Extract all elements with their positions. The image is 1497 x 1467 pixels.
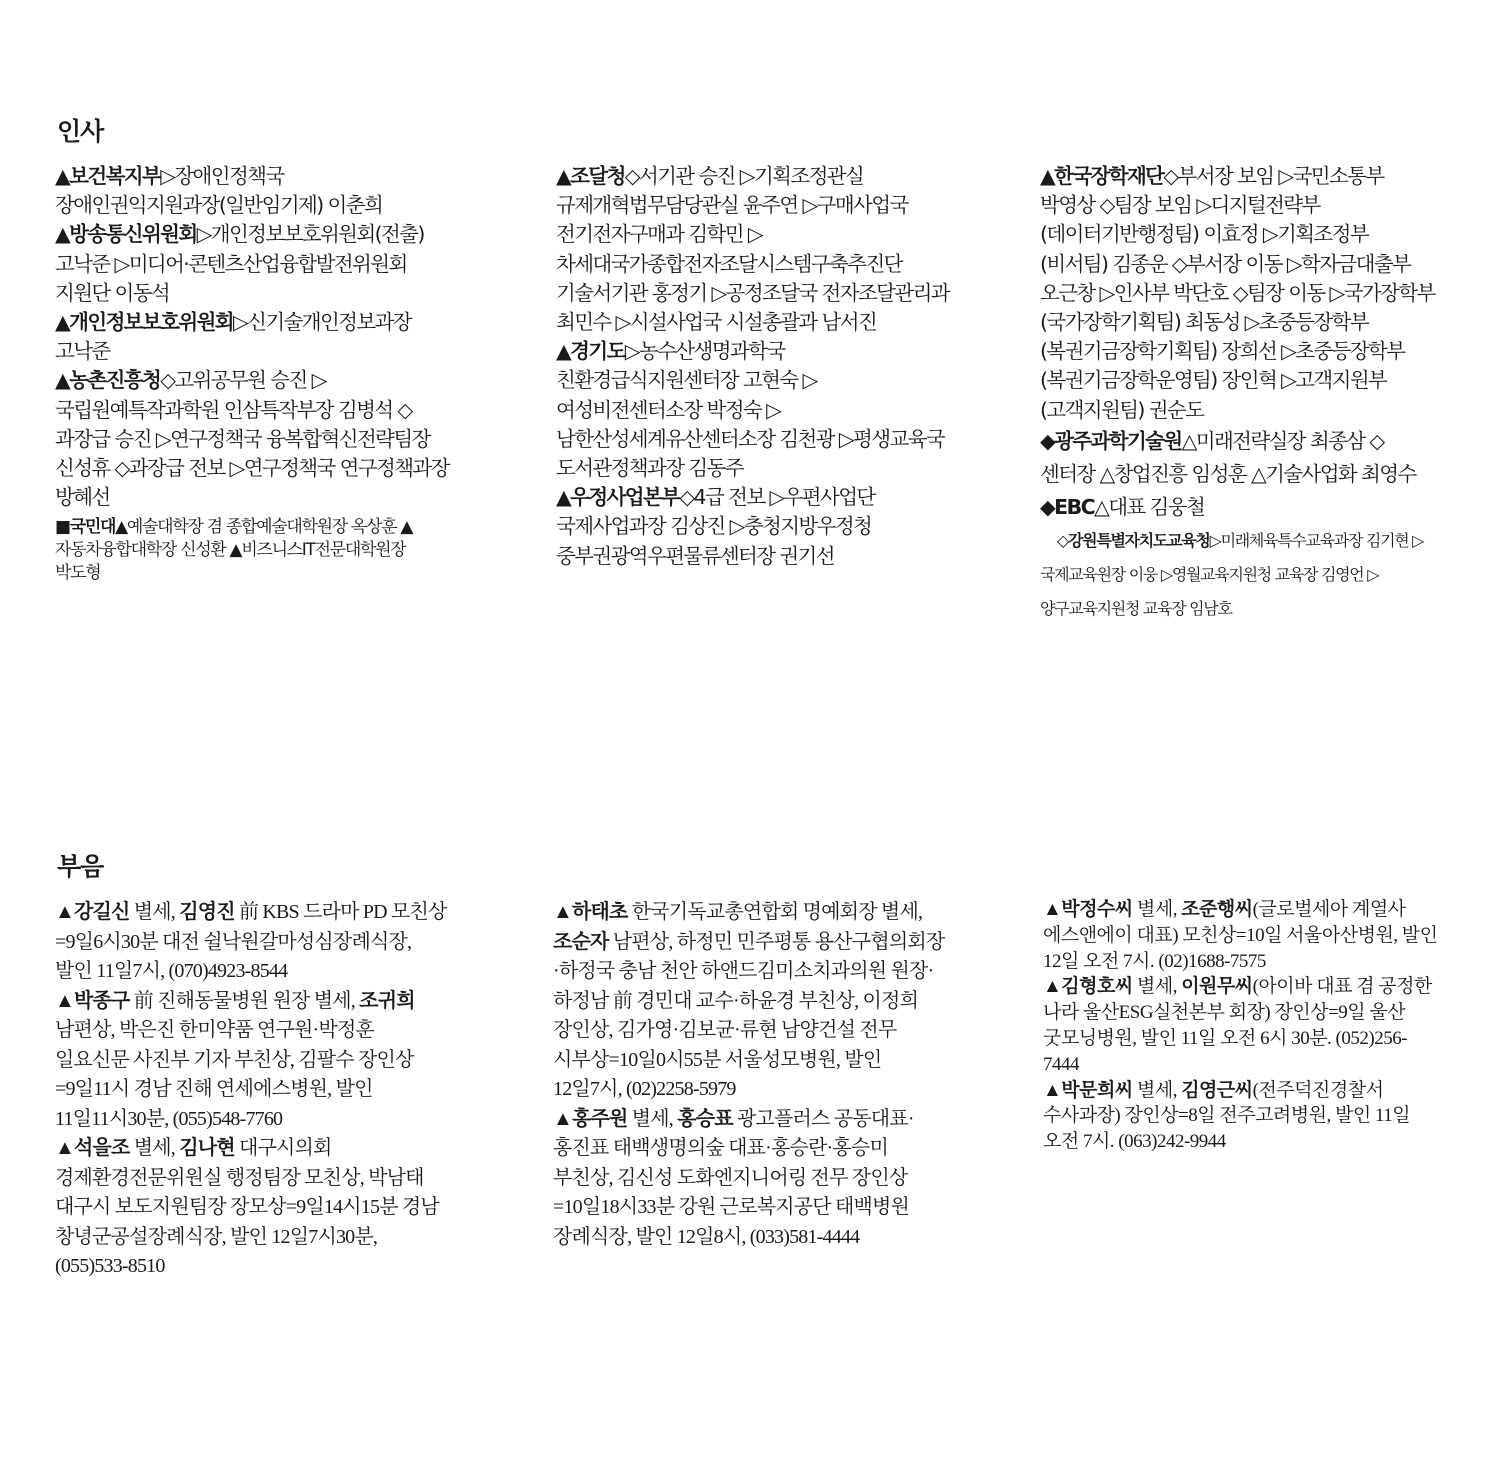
insa-entry: ▲한국장학재단◇부서장 보임 ▷국민소통부 박영상 ◇팀장 보임 ▷디지털전략부(데이터기반행정팀) 이효정 ▷기획조정부(비서팀) 김종운 ◇부서장 이동 ▷학자금대출부 오근창 ▷인사부 박단호 ◇팀장 이동 ▷국가장학부(국가장학기획팀) 최동성 ▷초중등장학부(복권기금장학기획팀) 장희선 ▷초중등장학부(복권기금장학운영팀) 장인혁 ▷고객지원부(고객지원팀) 권순도 — [1040, 164, 1435, 422]
insa-entry: ◆EBC△대표 김웅철 — [1040, 494, 1205, 519]
insa-entry: ▲보건복지부▷장애인정책국 장애인권익지원과장(일반임기제) 이춘희 — [55, 164, 383, 218]
bueum-entry: ▲박문희씨 별세, 김영근씨(전주덕진경찰서 수사과장) 장인상=8일 전주고려병원, 발인 11일 오전 7시. (063)242-9944 — [1043, 1079, 1411, 1153]
insa-entry: ◇강원특별자치도교육청▷미래체육특수교육과장 김기현 ▷국제교육원장 이웅 ▷영월교육지원청 교육장 김영언 ▷양구교육지원청 교육장 임남호 — [1040, 530, 1424, 618]
bueum-section-title: 부음 — [57, 852, 104, 881]
bueum-column-1 — [55, 898, 450, 1282]
insa-entry: ◆광주과학기술원△미래전략실장 최종삼 ◇센터장 △창업진흥 임성훈 △기술사업화 최영수 — [1040, 428, 1416, 486]
insa-column-3 — [1040, 162, 1435, 626]
bueum-column-2 — [553, 898, 948, 1252]
bueum-entry: ▲석을조 별세, 김나현 대구시의회 경제환경전문위원실 행정팀장 모친상, 박남태 대구시 보도지원팀장 장모상=9일14시15분 경남 창녕군공설장례식장, 발인 12일7시30분, (055)533-8510 — [55, 1137, 439, 1277]
insa-entry: ▲경기도▷농수산생명과학국 친환경급식지원센터장 고현숙 ▷여성비전센터소장 박정숙 ▷남한산성세계유산센터소장 김천광 ▷평생교육국 도서관정책과장 김동주 — [556, 339, 945, 481]
bueum-entry: ▲홍주원 별세, 홍승표 광고플러스 공동대표·홍진표 태백생명의숲 대표·홍승란·홍승미 부친상, 김신성 도화엔지니어링 전무 장인상=10일18시33분 강원 근로복지공단 태백병원 장례식장, 발인 12일8시, (033)581-4444 — [553, 1107, 914, 1248]
bueum-column-3 — [1043, 897, 1438, 1155]
bueum-entry: ▲하태초 한국기독교총연합회 명예회장 별세, 조순자 남편상, 하정민 민주평통 용산구협의회장·하정국 충남 천안 하앤드김미소치과의원 원장·하정남 前 경민대 교수·하윤경 부친상, 이정희 장인상, 김가영·김보균·류현 남양건설 전무 시부상=10일0시55분 서울성모병원, 발인 12일7시, (02)2258-5979 — [553, 901, 945, 1100]
insa-entry: ▲방송통신위원회▷개인정보보호위원회(전출) 고낙준 ▷미디어·콘텐츠산업융합발전위원회 지원단 이동석 — [55, 222, 424, 305]
bueum-entry: ▲박종구 前 진해동물병원 원장 별세, 조귀희 남편상, 박은진 한미약품 연구원·박정훈 일요신문 사진부 기자 부친상, 김팔수 장인상=9일11시 경남 진해 연세에스병원, 발인 11일11시30분, (055)548-7760 — [55, 989, 415, 1130]
insa-section-title: 인사 — [57, 117, 104, 146]
insa-entry: ▲농촌진흥청◇고위공무원 승진 ▷국립원예특작과학원 인삼특작부장 김병석 ◇과장급 승진 ▷연구정책국 융복합혁신전략팀장 신성휴 ◇과장급 전보 ▷연구정책국 연구정책과장 방혜선 — [55, 368, 449, 510]
insa-entry: ▲개인정보보호위원회▷신기술개인정보과장 고낙준 — [55, 310, 411, 364]
bueum-entry: ▲박정수씨 별세, 조준행씨(글로벌세아 계열사 에스앤에이 대표) 모친상=10일 서울아산병원, 발인 12일 오전 7시. (02)1688-7575 — [1043, 899, 1438, 972]
bueum-entry: ▲김형호씨 별세, 이원무씨(아이바 대표 겸 공정한 나라 울산ESG실천본부 회장) 장인상=9일 울산 굿모닝병원, 발인 11일 오전 6시 30분. (052)256-7444 — [1043, 976, 1432, 1075]
bueum-entry: ▲강길신 별세, 김영진 前 KBS 드라마 PD 모친상=9일6시30분 대전 쉴낙원갈마성심장례식장, 발인 11일7시, (070)4923-8544 — [55, 901, 447, 982]
insa-column-2 — [556, 162, 951, 571]
insa-entry: ▲조달청◇서기관 승진 ▷기획조정관실 규제개혁법무담당관실 윤주연 ▷구매사업국 전기전자구매과 김학민 ▷차세대국가종합전자조달시스템구축추진단 기술서기관 홍정기 ▷공정조달국 전자조달관리과 최민수 ▷시설사업국 시설총괄과 남서진 — [556, 164, 949, 335]
insa-entry: ▲우정사업본부◇4급 전보 ▷우편사업단 국제사업과장 김상진 ▷충청지방우정청 중부권광역우편물류센터장 권기선 — [556, 485, 875, 568]
insa-entry: ■국민대▲예술대학장 겸 종합예술대학원장 옥상훈 ▲자동차융합대학장 신성환 ▲비즈니스IT전문대학원장 박도형 — [55, 517, 413, 584]
insa-column-1 — [55, 162, 450, 585]
